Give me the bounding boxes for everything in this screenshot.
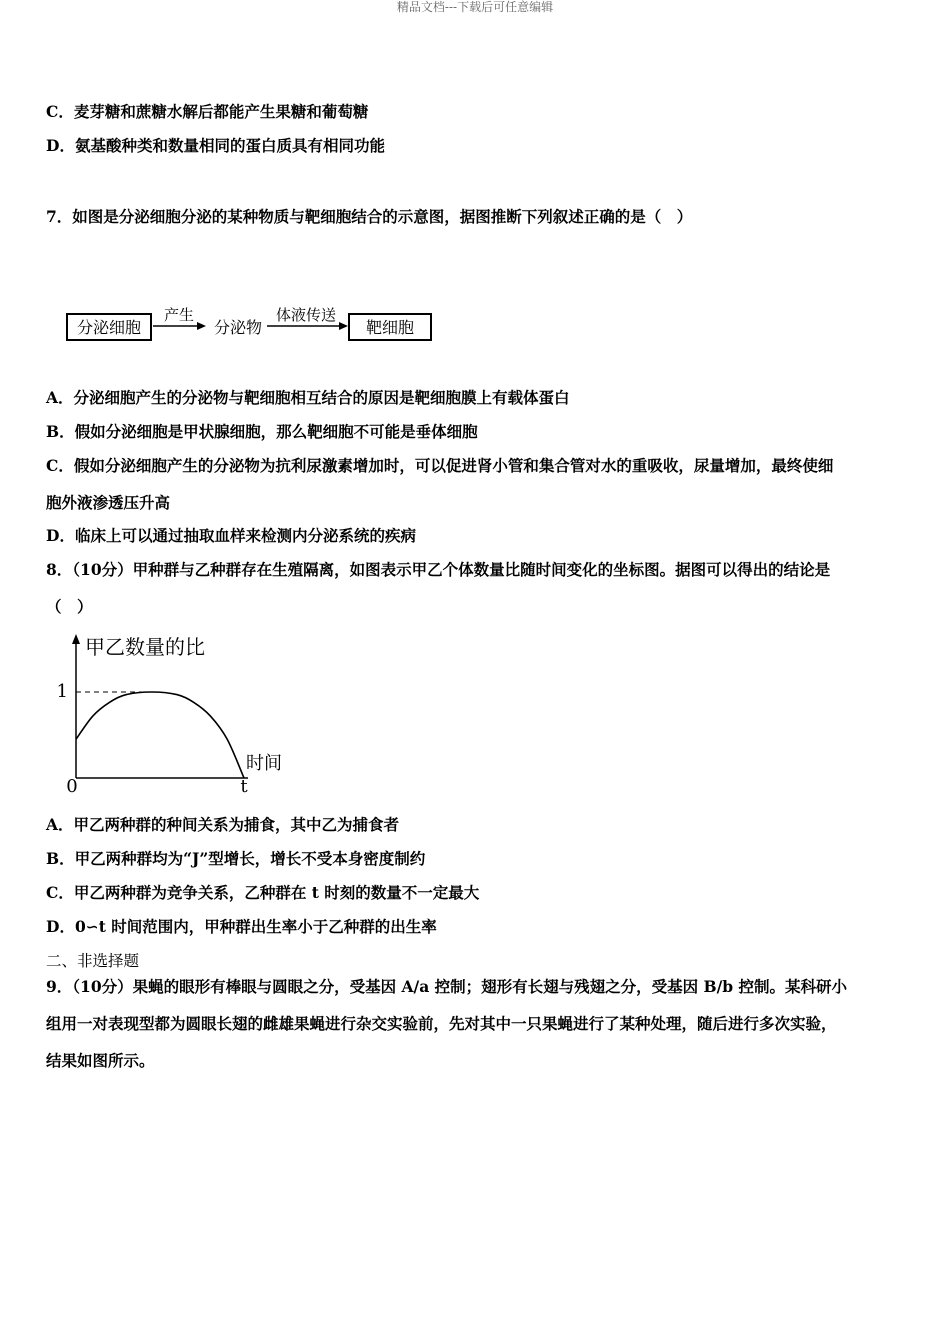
secretion-label: 分泌物 [213,318,263,337]
q8-option-b: B．甲乙两种群均为“J”型增长，增长不受本身密度制约 [46,849,426,868]
q9-line3: 结果如图所示。 [46,1051,155,1070]
q9-line1: 9．（10分）果蝇的眼形有棒眼与圆眼之分，受基因 A/a 控制；翅形有长翅与残翅之分，受基因 B/b 控制。某科研小 [46,977,848,996]
q7-option-a: A．分泌细胞产生的分泌物与靶细胞相互结合的原因是靶细胞膜上有载体蛋白 [46,388,570,407]
q7-stem: 7．如图是分泌细胞分泌的某种物质与靶细胞结合的示意图，据图推断下列叙述正确的是（ ） [46,207,693,226]
q8-option-d: D．0∽t 时间范围内，甲种群出生率小于乙种群的出生率 [46,917,437,936]
ratio-curve [76,692,244,778]
y-axis-label: 甲乙数量的比 [85,635,205,659]
secretory-cell-label: 分泌细胞 [76,318,142,337]
x-axis-label: 时间 [246,753,282,774]
section-heading: 二、非选择题 [46,952,140,970]
y-tick-label: 1 [56,681,68,702]
arrow1-head [197,322,206,330]
q6-option-c: C．麦芽糖和蔗糖水解后都能产生果糖和葡萄糖 [46,102,369,121]
q8-stem-line2: （ ） [46,597,93,616]
origin-label: 0 [66,776,78,797]
q7-option-d: D．临床上可以通过抽取血样来检测内分泌系统的疾病 [46,526,416,545]
header-watermark: 精品文档---下载后可任意编辑 [396,0,554,14]
arrow2-label: 体液传送 [275,306,337,324]
x-tick-label: t [240,776,248,797]
y-axis-arrow [72,634,80,644]
q8-stem-line1: 8．（10分）甲种群与乙种群存在生殖隔离，如图表示甲乙个体数量比随时间变化的坐标图。据图可以得出的结论是 [46,560,831,579]
q7-option-c-line1: C．假如分泌细胞产生的分泌物为抗利尿激素增加时，可以促进肾小管和集合管对水的重吸收，尿量增加，最终使细 [46,456,834,475]
q7-option-b: B．假如分泌细胞是甲状腺细胞，那么靶细胞不可能是垂体细胞 [46,422,478,441]
target-cell-label: 靶细胞 [365,318,415,337]
q8-option-a: A．甲乙两种群的种间关系为捕食，其中乙为捕食者 [46,815,400,834]
q7-option-c-line2: 胞外液渗透压升高 [46,493,171,512]
q9-line2: 组用一对表现型都为圆眼长翅的雌雄果蝇进行杂交实验前，先对其中一只果蝇进行了某种处理，随后进行多次实验， [46,1014,837,1033]
arrow2-head [339,322,348,330]
arrow1-label: 产生 [163,306,195,324]
q8-option-c: C．甲乙两种群为竞争关系，乙种群在 t 时刻的数量不一定最大 [46,883,480,902]
q6-option-d: D．氨基酸种类和数量相同的蛋白质具有相同功能 [46,136,385,155]
q8-ratio-chart [58,626,298,802]
q7-flow-diagram [60,302,440,346]
